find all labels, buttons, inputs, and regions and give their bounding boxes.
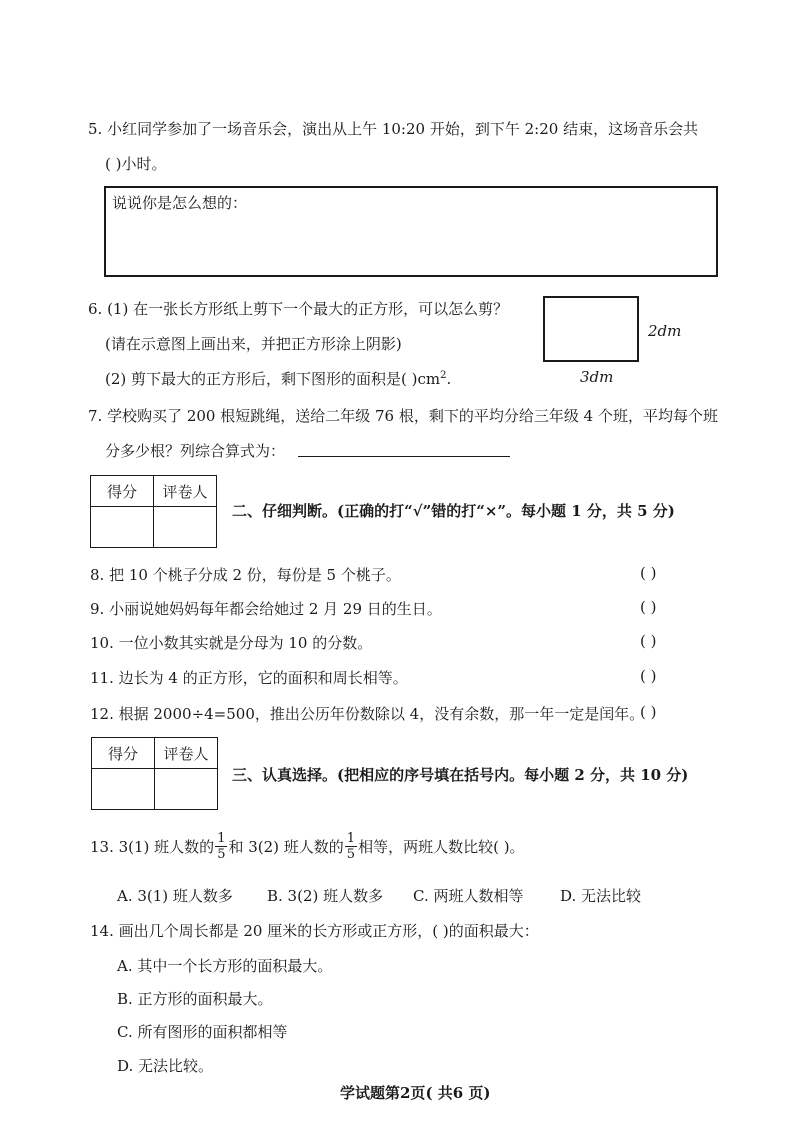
section2-score-table <box>90 475 217 548</box>
q5-answer-box[interactable] <box>104 186 718 277</box>
grader-header: 评卷人 <box>154 476 217 507</box>
judgment-answer-blank[interactable]: ( ) <box>640 632 657 650</box>
judgment-answer-blank[interactable]: ( ) <box>640 667 657 685</box>
section3-score-table <box>91 737 218 810</box>
grader-cell[interactable] <box>154 507 217 548</box>
score-header: 得分 <box>92 738 155 769</box>
grader-cell[interactable] <box>155 769 218 810</box>
q13-option-d[interactable]: D. 无法比较 <box>560 887 642 905</box>
judgment-item: 9. 小丽说她妈妈每年都会给她过 2 月 29 日的生日。 <box>90 600 442 618</box>
score-cell[interactable] <box>92 769 155 810</box>
score-header: 得分 <box>91 476 154 507</box>
q6-line2: (请在示意图上画出来，并把正方形涂上阴影) <box>105 335 402 353</box>
q14-option-b[interactable]: B. 正方形的面积最大。 <box>117 990 273 1008</box>
judgment-answer-blank[interactable]: ( ) <box>640 564 657 582</box>
section3-title: 三、认真选择。(把相应的序号填在括号内。每小题 2 分，共 10 分) <box>232 766 689 784</box>
q13-fraction-2: $\frac{1}{5}$ <box>346 831 356 862</box>
judgment-item: 11. 边长为 4 的正方形，它的面积和周长相等。 <box>90 669 408 687</box>
judgment-answer-blank[interactable]: ( ) <box>640 703 657 721</box>
q13-fraction-1: $\frac{1}{5}$ <box>217 831 226 862</box>
judgment-item: 12. 根据 2000÷4=500，推出公历年份数除以 4，没有余数，那一年一定是闰年。 <box>90 705 645 723</box>
q13-option-c[interactable]: C. 两班人数相等 <box>413 887 524 905</box>
q13-option-a[interactable]: A. 3(1) 班人数多 <box>117 887 233 905</box>
q5-line1: 5. 小红同学参加了一场音乐会，演出从上午 10:20 开始，到下午 2:20 结束，这场音乐会共 <box>88 120 699 138</box>
judgment-answer-blank[interactable]: ( ) <box>640 598 657 616</box>
q5-line2: ( )小时。 <box>105 155 167 173</box>
q6-line1: 6. (1) 在一张长方形纸上剪下一个最大的正方形，可以怎么剪？ <box>88 300 509 318</box>
q7-line1: 7. 学校购买了 200 根短跳绳，送给二年级 76 根，剩下的平均分给三年级 4 个班，平均每个班 <box>88 407 718 425</box>
q7-line2: 分多少根？列综合算式为： <box>105 442 286 460</box>
score-cell[interactable] <box>91 507 154 548</box>
q14-option-d[interactable]: D. 无法比较。 <box>117 1057 214 1075</box>
q14-stem: 14. 画出几个周长都是 20 厘米的长方形或正方形，( )的面积最大： <box>90 922 539 940</box>
q6-rect-height-label: 2dm <box>648 322 682 340</box>
grader-header: 评卷人 <box>155 738 218 769</box>
q14-option-a[interactable]: A. 其中一个长方形的面积最大。 <box>117 957 333 975</box>
q6-rect-width-label: 3dm <box>580 368 614 386</box>
section2-title: 二、仔细判断。(正确的打“√”错的打“×”。每小题 1 分，共 5 分) <box>232 502 675 520</box>
q5-box-label: 说说你是怎么想的： <box>112 194 248 212</box>
q13-stem: 13. 3(1) 班人数的 $\frac{1}{5}$ 和 3(2) 班人数的 $\frac{1}{5}$ 相等，两班人数比较( )。 <box>90 831 525 862</box>
q13-option-b[interactable]: B. 3(2) 班人数多 <box>267 887 384 905</box>
q7-answer-line[interactable] <box>298 456 510 457</box>
judgment-item: 8. 把 10 个桃子分成 2 份，每份是 5 个桃子。 <box>90 566 401 584</box>
q14-option-c[interactable]: C. 所有图形的面积都相等 <box>117 1023 288 1041</box>
q6-rectangle-diagram[interactable] <box>543 296 639 362</box>
judgment-item: 10. 一位小数其实就是分母为 10 的分数。 <box>90 634 373 652</box>
q6-line3: (2) 剪下最大的正方形后，剩下图形的面积是( )$cm^2$. <box>105 370 452 388</box>
page-footer: 学试题第2页( 共6 页) <box>340 1084 491 1102</box>
